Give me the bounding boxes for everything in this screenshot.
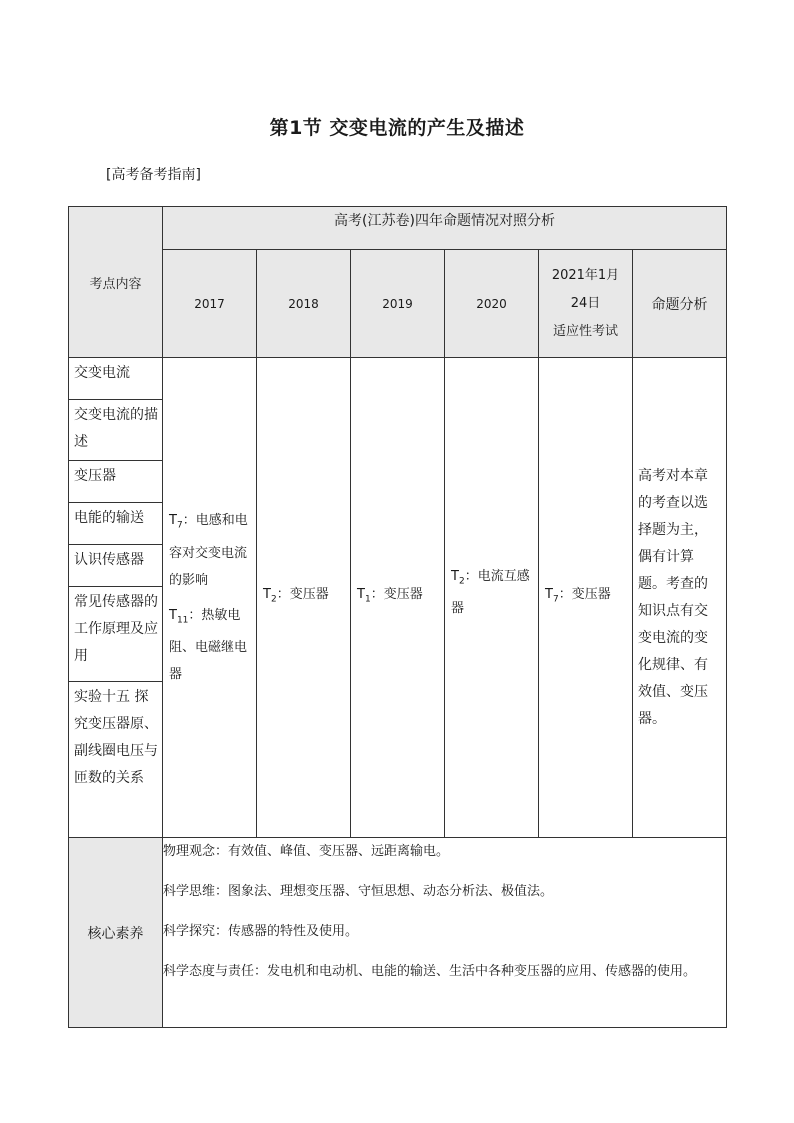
analysis-text: 高考对本章的考查以选择题为主，偶有计算题。考查的知识点有交变电流的变化规律、有效值、变压器。: [638, 467, 708, 727]
year-2018: 2018: [257, 250, 351, 358]
knowledge-points: [69, 358, 163, 838]
knowledge-point: 电能的输送: [69, 503, 162, 545]
question-2021: $T_7$：变压器: [545, 587, 611, 605]
knowledge-point: 认识传感器: [69, 545, 162, 587]
knowledge-point: 实验十五 探究变压器原、副线圈电压与匝数的关系: [74, 689, 158, 786]
core-literacy-label: 核心素养: [69, 838, 163, 1028]
core-literacy-content: [163, 838, 727, 1028]
knowledge-point: 常见传感器的工作原理及应用: [69, 587, 162, 682]
year-2020: 2020: [445, 250, 539, 358]
core-item: 科学思维：图象法、理想变压器、守恒思想、动态分析法、极值法。: [163, 884, 554, 899]
guide-label: [高考备考指南]: [106, 167, 201, 183]
year-2021-line2: 24日: [570, 295, 601, 311]
core-item: 物理观念：有效值、峰值、变压器、远距离输电。: [163, 844, 450, 859]
header-title: 高考(江苏卷)四年命题情况对照分析: [163, 207, 727, 250]
year-2019: 2019: [351, 250, 445, 358]
cell-analysis: [633, 358, 727, 838]
core-item: 科学探究：传感器的特性及使用。: [163, 924, 359, 939]
year-2021: [539, 250, 633, 358]
cell-2017: [163, 358, 257, 838]
col-label-knowledge: 考点内容: [69, 207, 163, 358]
analysis-table: [68, 206, 727, 1028]
year-2017: 2017: [163, 250, 257, 358]
cell-2021: [539, 358, 633, 838]
core-item: 科学态度与责任：发电机和电动机、电能的输送、生活中各种变压器的应用、传感器的使用。: [163, 964, 697, 979]
question-2017-t11: $T_{11}$：热敏电阻、电磁继电器: [169, 607, 248, 683]
question-2018: $T_2$：变压器: [263, 587, 329, 605]
cell-2019: [351, 358, 445, 838]
year-2021-line3: 适应性考试: [552, 323, 618, 339]
page-title: 第1节 交变电流的产生及描述: [269, 117, 525, 139]
question-2017-t7: $T_7$：电感和电容对交变电流的影响: [169, 512, 248, 588]
cell-2018: [257, 358, 351, 838]
knowledge-point: 交变电流: [69, 358, 162, 400]
question-2020: $T_2$：电流互感器: [451, 568, 530, 617]
analysis-label: 命题分析: [633, 250, 727, 358]
knowledge-point: 变压器: [69, 461, 162, 503]
year-2021-line1: 2021年1月: [551, 267, 620, 283]
knowledge-point: 交变电流的描述: [69, 400, 162, 461]
question-2019: $T_1$：变压器: [357, 587, 423, 605]
cell-2020: [445, 358, 539, 838]
